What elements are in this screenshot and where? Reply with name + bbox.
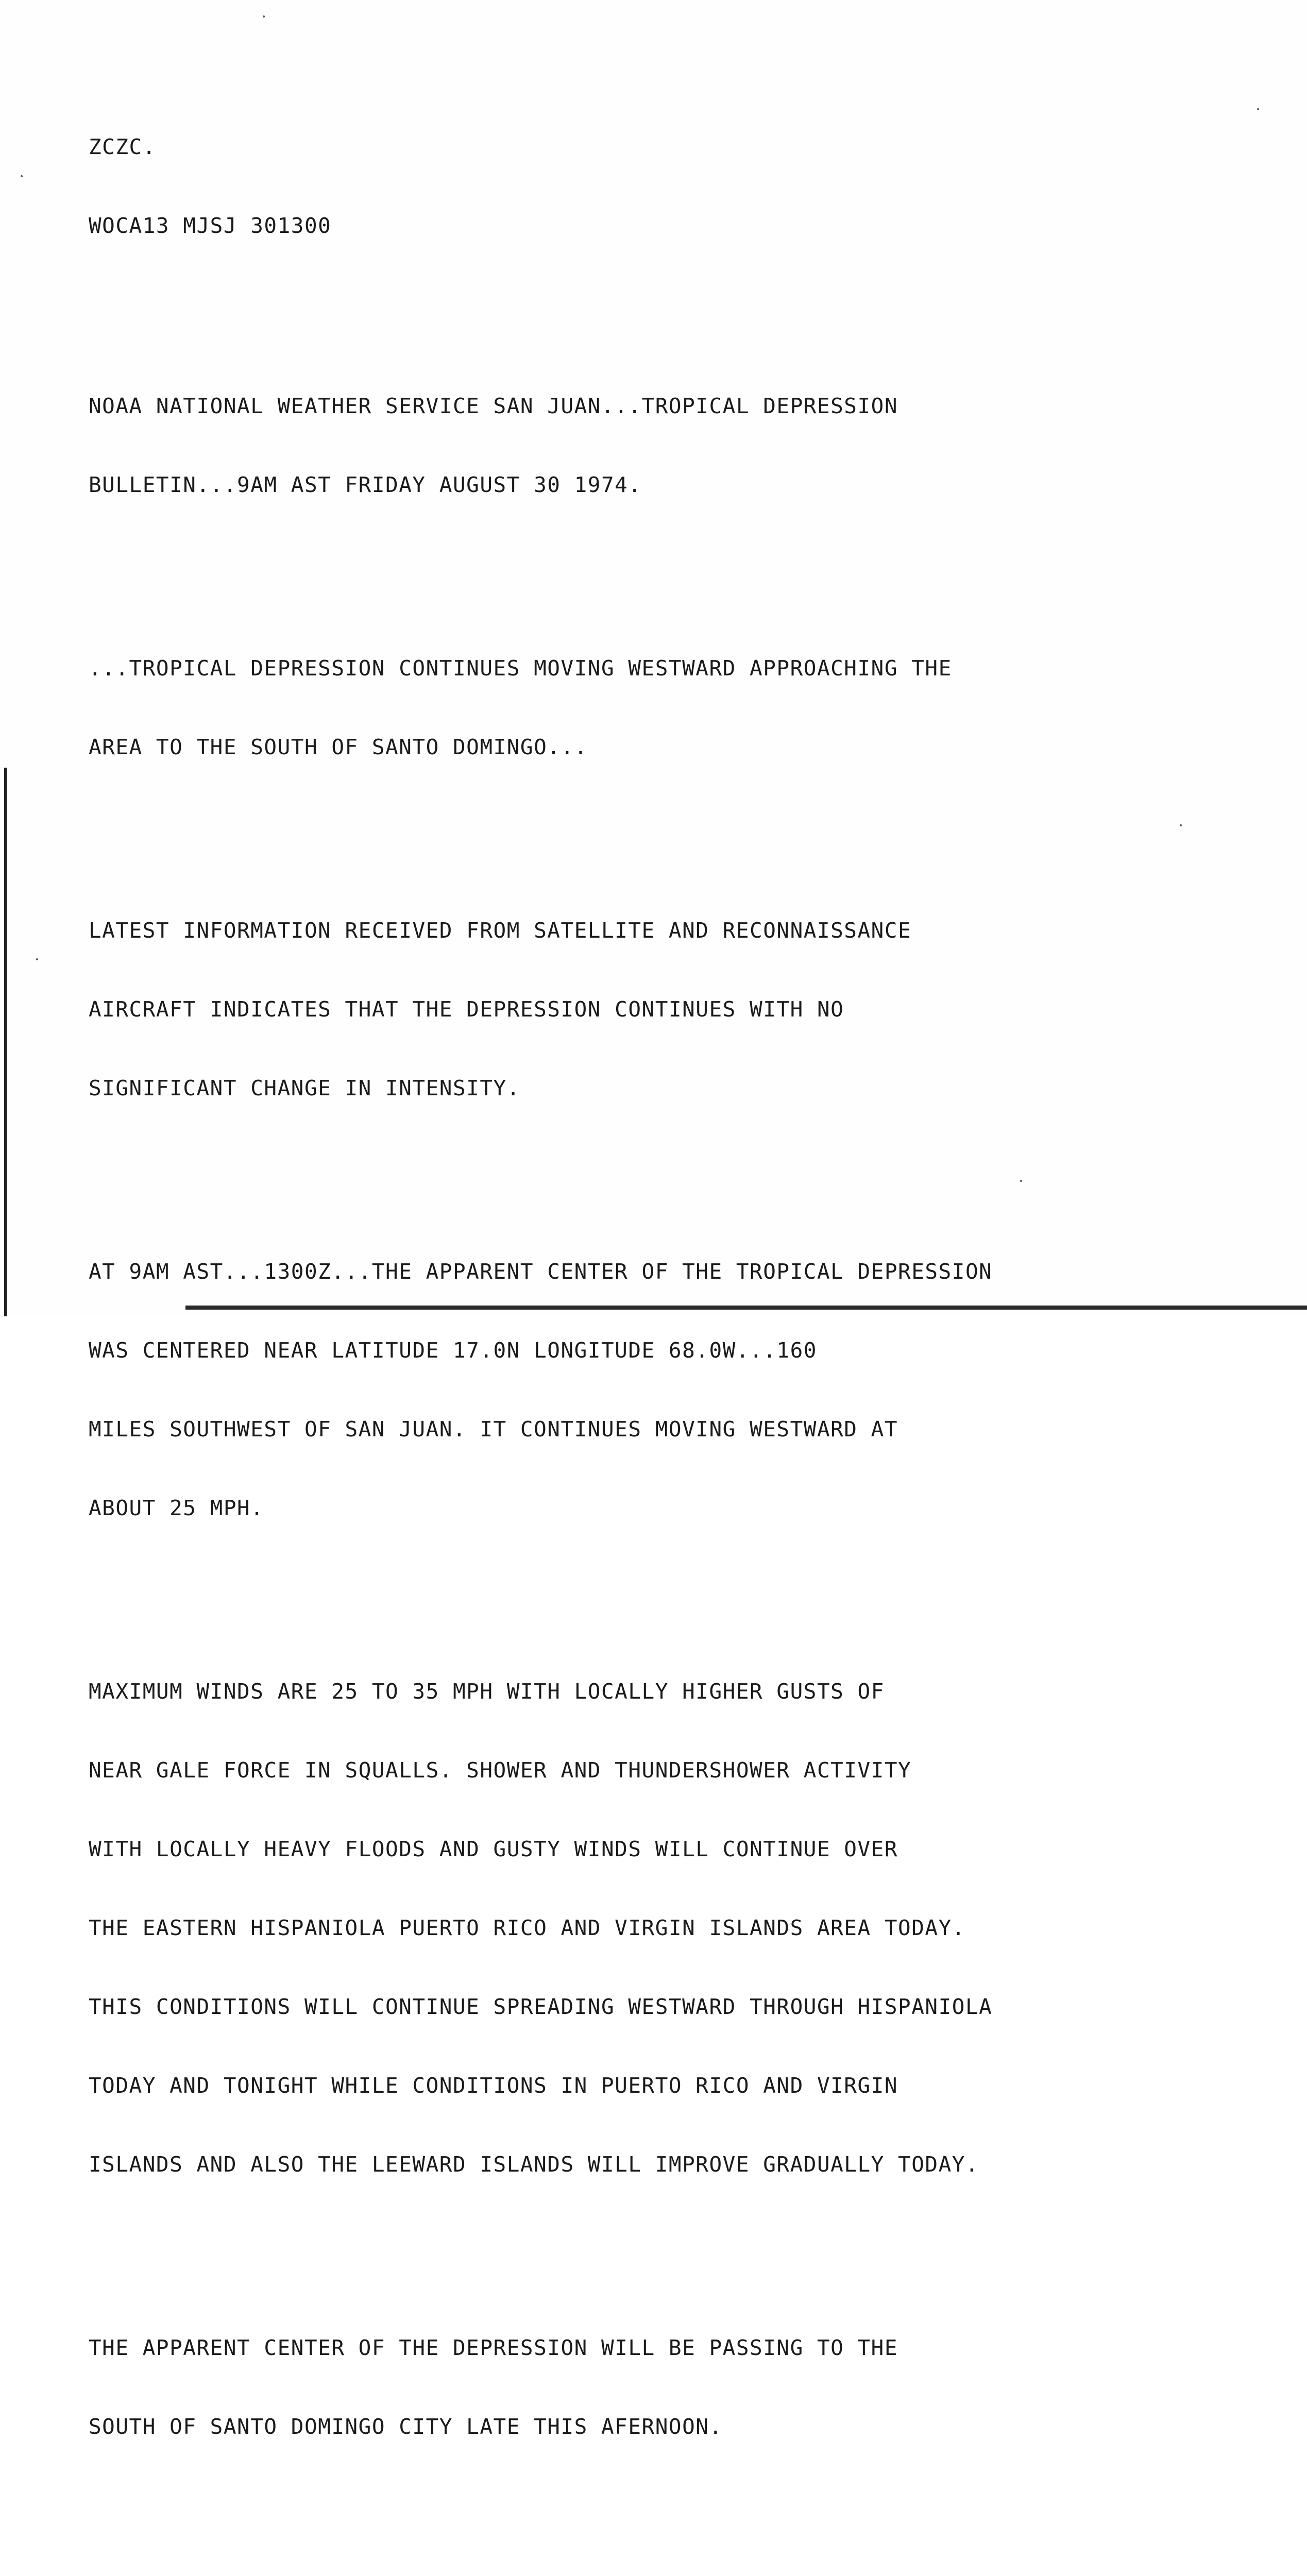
paragraph-line: ISLANDS AND ALSO THE LEEWARD ISLANDS WILL IMPROVE GRADUALLY TODAY.: [89, 2152, 979, 2177]
paragraph-line: THIS CONDITIONS WILL CONTINUE SPREADING WESTWARD THROUGH HISPANIOLA: [89, 1994, 993, 2019]
paragraph-line: WAS CENTERED NEAR LATITUDE 17.0N LONGITUDE 68.0W...160: [89, 1338, 817, 1363]
paragraph-line: AIRCRAFT INDICATES THAT THE DEPRESSION CONTINUES WITH NO: [89, 997, 844, 1022]
headline-line: AREA TO THE SOUTH OF SANTO DOMINGO...: [89, 735, 588, 759]
scan-speck: [1180, 824, 1182, 826]
paragraph-line: THE EASTERN HISPANIOLA PUERTO RICO AND VIRGIN ISLANDS AREA TODAY.: [89, 1916, 965, 1940]
paragraph-line: TODAY AND TONIGHT WHILE CONDITIONS IN PUERTO RICO AND VIRGIN: [89, 2073, 898, 2098]
paragraph-line: WITH LOCALLY HEAVY FLOODS AND GUSTY WINDS WILL CONTINUE OVER: [89, 1837, 898, 1861]
title-line: BULLETIN...9AM AST FRIDAY AUGUST 30 1974.: [89, 472, 642, 497]
paragraph-line: THE APPARENT CENTER OF THE DEPRESSION WILL BE PASSING TO THE: [89, 2335, 898, 2360]
scan-speck: [21, 175, 23, 177]
paragraph-line: AT 9AM AST...1300Z...THE APPARENT CENTER OF THE TROPICAL DEPRESSION: [89, 1259, 993, 1284]
scan-speck: [36, 958, 38, 960]
paragraph-line: ABOUT 25 MPH.: [89, 1496, 264, 1520]
header-station: WOCA13 MJSJ 301300: [89, 213, 332, 238]
scan-speck: [263, 15, 265, 18]
paragraph-line: SIGNIFICANT CHANGE IN INTENSITY.: [89, 1076, 520, 1100]
paragraph-line: LATEST INFORMATION RECEIVED FROM SATELLITE AND RECONNAISSANCE: [89, 918, 912, 943]
paragraph-line: MAXIMUM WINDS ARE 25 TO 35 MPH WITH LOCALLY HIGHER GUSTS OF: [89, 1679, 885, 1704]
left-edge-rule: [4, 768, 7, 1316]
weather-bulletin: [89, 81, 1170, 2576]
paragraph-line: NEAR GALE FORCE IN SQUALLS. SHOWER AND THUNDERSHOWER ACTIVITY: [89, 1758, 912, 1783]
header-code: ZCZC.: [89, 134, 156, 159]
scan-speck: [1257, 108, 1259, 110]
title-line: NOAA NATIONAL WEATHER SERVICE SAN JUAN...TROPICAL DEPRESSION: [89, 394, 898, 418]
headline-line: ...TROPICAL DEPRESSION CONTINUES MOVING WESTWARD APPROACHING THE: [89, 656, 952, 681]
scan-speck: [1020, 1180, 1022, 1182]
paragraph-line: SOUTH OF SANTO DOMINGO CITY LATE THIS AFERNOON.: [89, 2414, 723, 2439]
paragraph-line: MILES SOUTHWEST OF SAN JUAN. IT CONTINUES MOVING WESTWARD AT: [89, 1417, 898, 1442]
